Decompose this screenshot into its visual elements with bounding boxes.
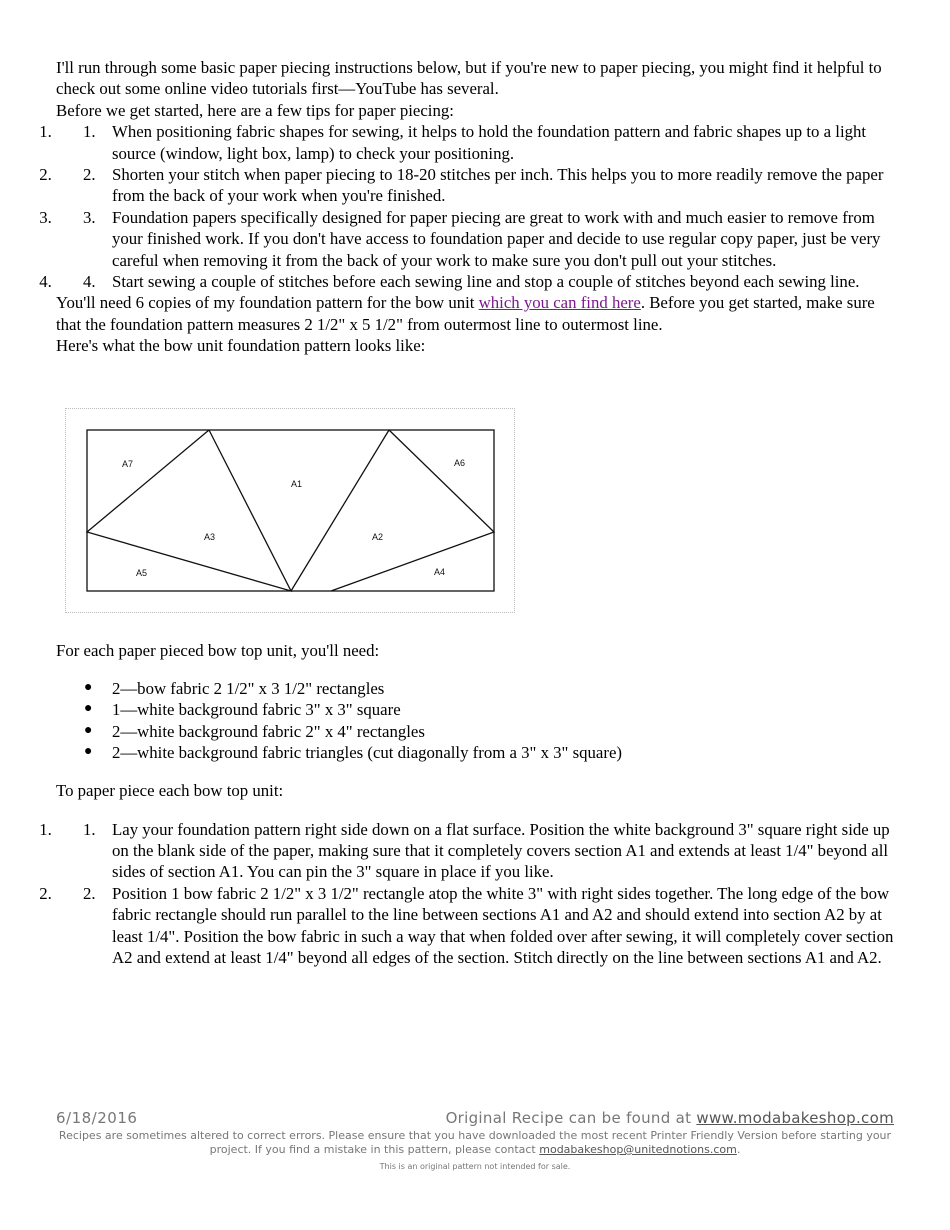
label-a4: A4	[434, 567, 446, 577]
list-item: 2. 2. Shorten your stitch when paper piecing to 18-20 stitches per inch. This helps you to more readily remove the paper from the back of your work when you're finished.	[56, 164, 901, 207]
intro-paragraph: I'll run through some basic paper piecing instructions below, but if you're new to paper piecing, you might find it helpful to check out some online video tutorials first—YouTube has several.	[56, 58, 882, 99]
contact-email-link[interactable]: modabakeshop@unitednotions.com	[539, 1143, 737, 1156]
list-item: 4. 4. Start sewing a couple of stitches before each sewing line and stop a couple of stitches beyond each sewing line.	[56, 271, 901, 292]
modabakeshop-link[interactable]: www.modabakeshop.com	[696, 1109, 894, 1127]
list-item: 2. 2. Position 1 bow fabric 2 1/2" x 3 1/2" rectangle atop the white 3" with right sides together. The long edge of the bow fabric rectangle should run parallel to the line between sections A1 and A2 and should extend into section A2 by at least 1/4". Position the bow fabric in such a way that when folded over after sewing, it will completely cover section A2 and extend at least 1/4" beyond all edges of the section. Stitch directly on the line between sections A1 and A2.	[56, 883, 901, 969]
tips-list	[56, 121, 901, 292]
label-a7: A7	[122, 459, 134, 469]
diagram-line-left	[87, 430, 291, 591]
label-a1: A1	[291, 479, 303, 489]
steps-heading: To paper piece each bow top unit:	[56, 781, 284, 801]
label-a6: A6	[454, 458, 466, 468]
diagram-svg	[66, 409, 514, 612]
foundation-pattern-diagram	[65, 408, 515, 613]
footer-note: Recipes are sometimes altered to correct errors. Please ensure that you have downloaded the most recent Printer Friendly Version before starting your project. If you find a mistake in this pattern, please contact modabakeshop@unitednotions.com.	[58, 1129, 892, 1156]
need-heading: For each paper pieced bow top unit, you'll need:	[56, 640, 380, 660]
footer-date: 6/18/2016	[56, 1109, 138, 1127]
diagram-line-right	[331, 430, 494, 591]
steps-list	[56, 819, 901, 969]
looks-like-line: Here's what the bow unit foundation pattern looks like:	[56, 336, 426, 356]
diagram-line-center	[291, 430, 389, 591]
list-item: ● 2—bow fabric 2 1/2" x 3 1/2" rectangles	[84, 679, 385, 698]
list-item: 1. 1. When positioning fabric shapes for sewing, it helps to hold the foundation pattern and fabric shapes up to a light source (window, light box, lamp) to check your positioning.	[56, 121, 901, 164]
copies-paragraph: You'll need 6 copies of my foundation pattern for the bow unit which you can find here. Before you get started, make sure that the foundation pattern measures 2 1/2" x 5 1/2" from outermost line to outermost line.	[56, 293, 875, 334]
list-item: ● 2—white background fabric triangles (cut diagonally from a 3" x 3" square)	[84, 743, 622, 763]
footer-original-recipe: Original Recipe can be found at www.modabakeshop.com	[445, 1109, 894, 1127]
pattern-link[interactable]: which you can find here	[478, 293, 641, 313]
list-item: 3. 3. Foundation papers specifically designed for paper piecing are great to work with and much easier to remove from your finished work. If you don't have access to foundation paper and decide to use regular copy paper, just be very careful when removing it from the back of your work to make sure you don't pull out your stitches.	[56, 207, 901, 271]
label-a2: A2	[372, 532, 384, 542]
instructions-top	[56, 57, 901, 357]
tips-intro: Before we get started, here are a few tips for paper piecing:	[56, 100, 454, 120]
list-item: ● 1—white background fabric 3" x 3" square	[84, 700, 401, 720]
list-item: 1. 1. Lay your foundation pattern right side down on a flat surface. Position the white background 3" square right side up on the blank side of the paper, making sure that it completely covers section A1 and extends at least 1/4" beyond all sides of section A1. You can pin the 3" square in place if you like.	[56, 819, 901, 883]
list-item: ● 2—white background fabric 2" x 4" rectangles	[84, 721, 425, 741]
needs-list	[56, 678, 901, 764]
footer-sale-notice: This is an original pattern not intended for sale.	[379, 1162, 571, 1171]
instructions-bottom	[56, 623, 901, 968]
diagram-outline	[87, 430, 494, 591]
label-a5: A5	[136, 568, 148, 578]
label-a3: A3	[204, 532, 216, 542]
